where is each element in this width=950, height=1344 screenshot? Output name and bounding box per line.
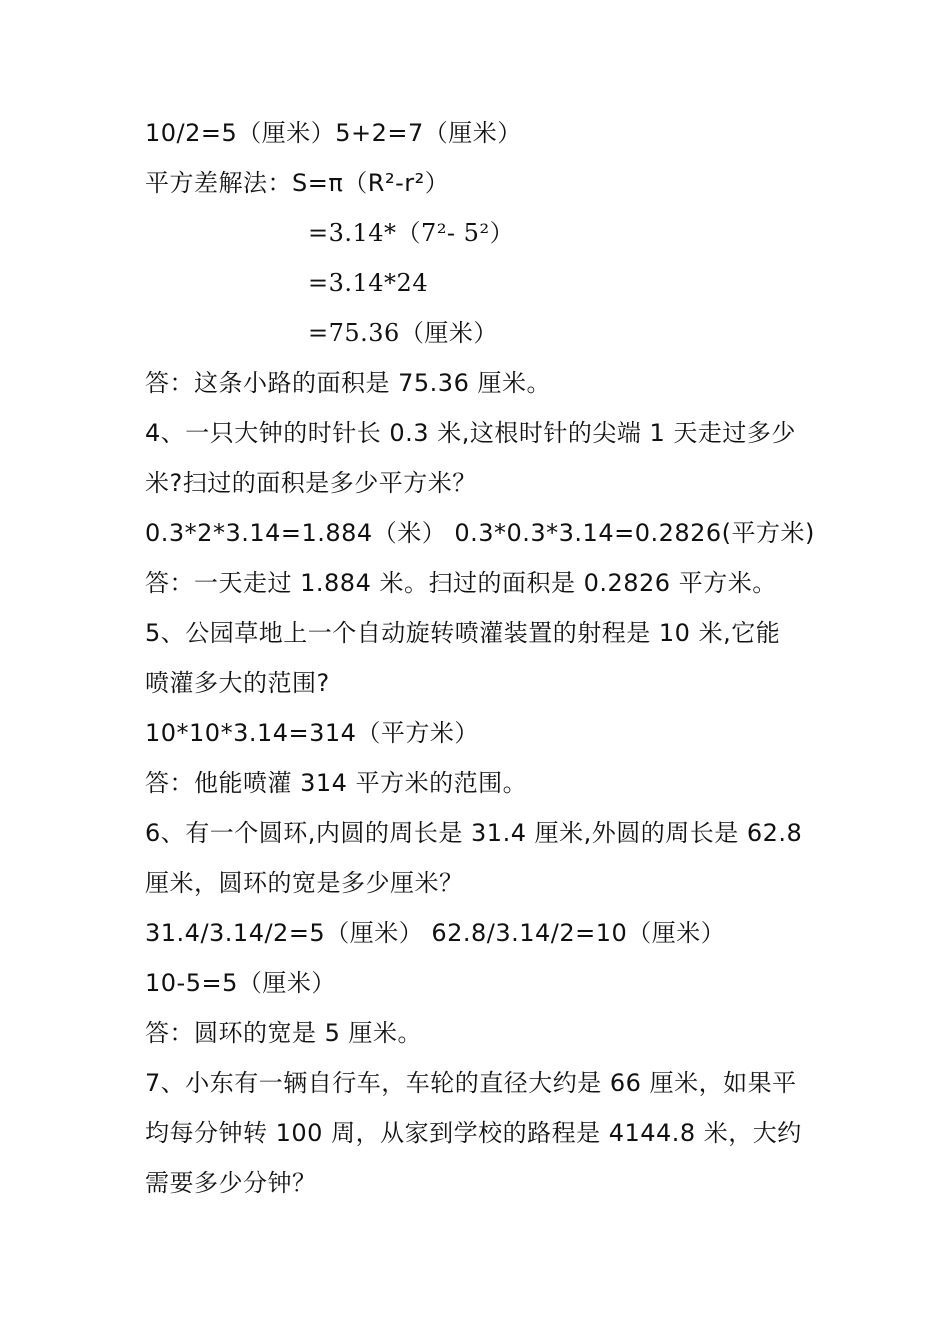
text-line: 31.4/3.14/2=5（厘米） 62.8/3.14/2=10（厘米） — [145, 919, 726, 947]
question-line: 6、有一个圆环,内圆的周长是 31.4 厘米,外圆的周长是 62.8 — [145, 819, 803, 847]
text-line: 10/2=5（厘米）5+2=7（厘米） — [145, 119, 522, 147]
text-line: 答：这条小路的面积是 75.36 厘米。 — [145, 369, 551, 397]
text-line: 10*10*3.14=314（平方米） — [145, 719, 479, 747]
text-line: =75.36（厘米） — [308, 319, 498, 347]
text-line: 答：圆环的宽是 5 厘米。 — [145, 1019, 423, 1047]
question-line: 需要多少分钟？ — [145, 1169, 317, 1197]
question-line: 米?扫过的面积是多少平方米？ — [145, 469, 477, 497]
text-line: 答：他能喷灌 314 平方米的范围。 — [145, 769, 528, 797]
question-line: 4、一只大钟的时针长 0.3 米,这根时针的尖端 1 天走过多少 — [145, 419, 796, 447]
question-line: 喷灌多大的范围? — [145, 669, 330, 697]
question-line: 厘米，圆环的宽是多少厘米？ — [145, 869, 464, 897]
text-line: =3.14*（7²- 5²） — [308, 219, 515, 247]
text-line: 10-5=5（厘米） — [145, 969, 336, 997]
text-line: 0.3*2*3.14=1.884（米） 0.3*0.3*3.14=0.2826(平方米) — [145, 519, 815, 547]
question-line: 均每分钟转 100 周，从家到学校的路程是 4144.8 米，大约 — [145, 1119, 802, 1147]
text-line: 答：一天走过 1.884 米。扫过的面积是 0.2826 平方米。 — [145, 569, 777, 597]
text-line: 平方差解法：S=π（R²-r²） — [145, 169, 450, 197]
text-line: =3.14*24 — [308, 269, 429, 297]
question-line: 7、小东有一辆自行车，车轮的直径大约是 66 厘米，如果平 — [145, 1069, 797, 1097]
question-line: 5、公园草地上一个自动旋转喷灌装置的射程是 10 米,它能 — [145, 619, 781, 647]
